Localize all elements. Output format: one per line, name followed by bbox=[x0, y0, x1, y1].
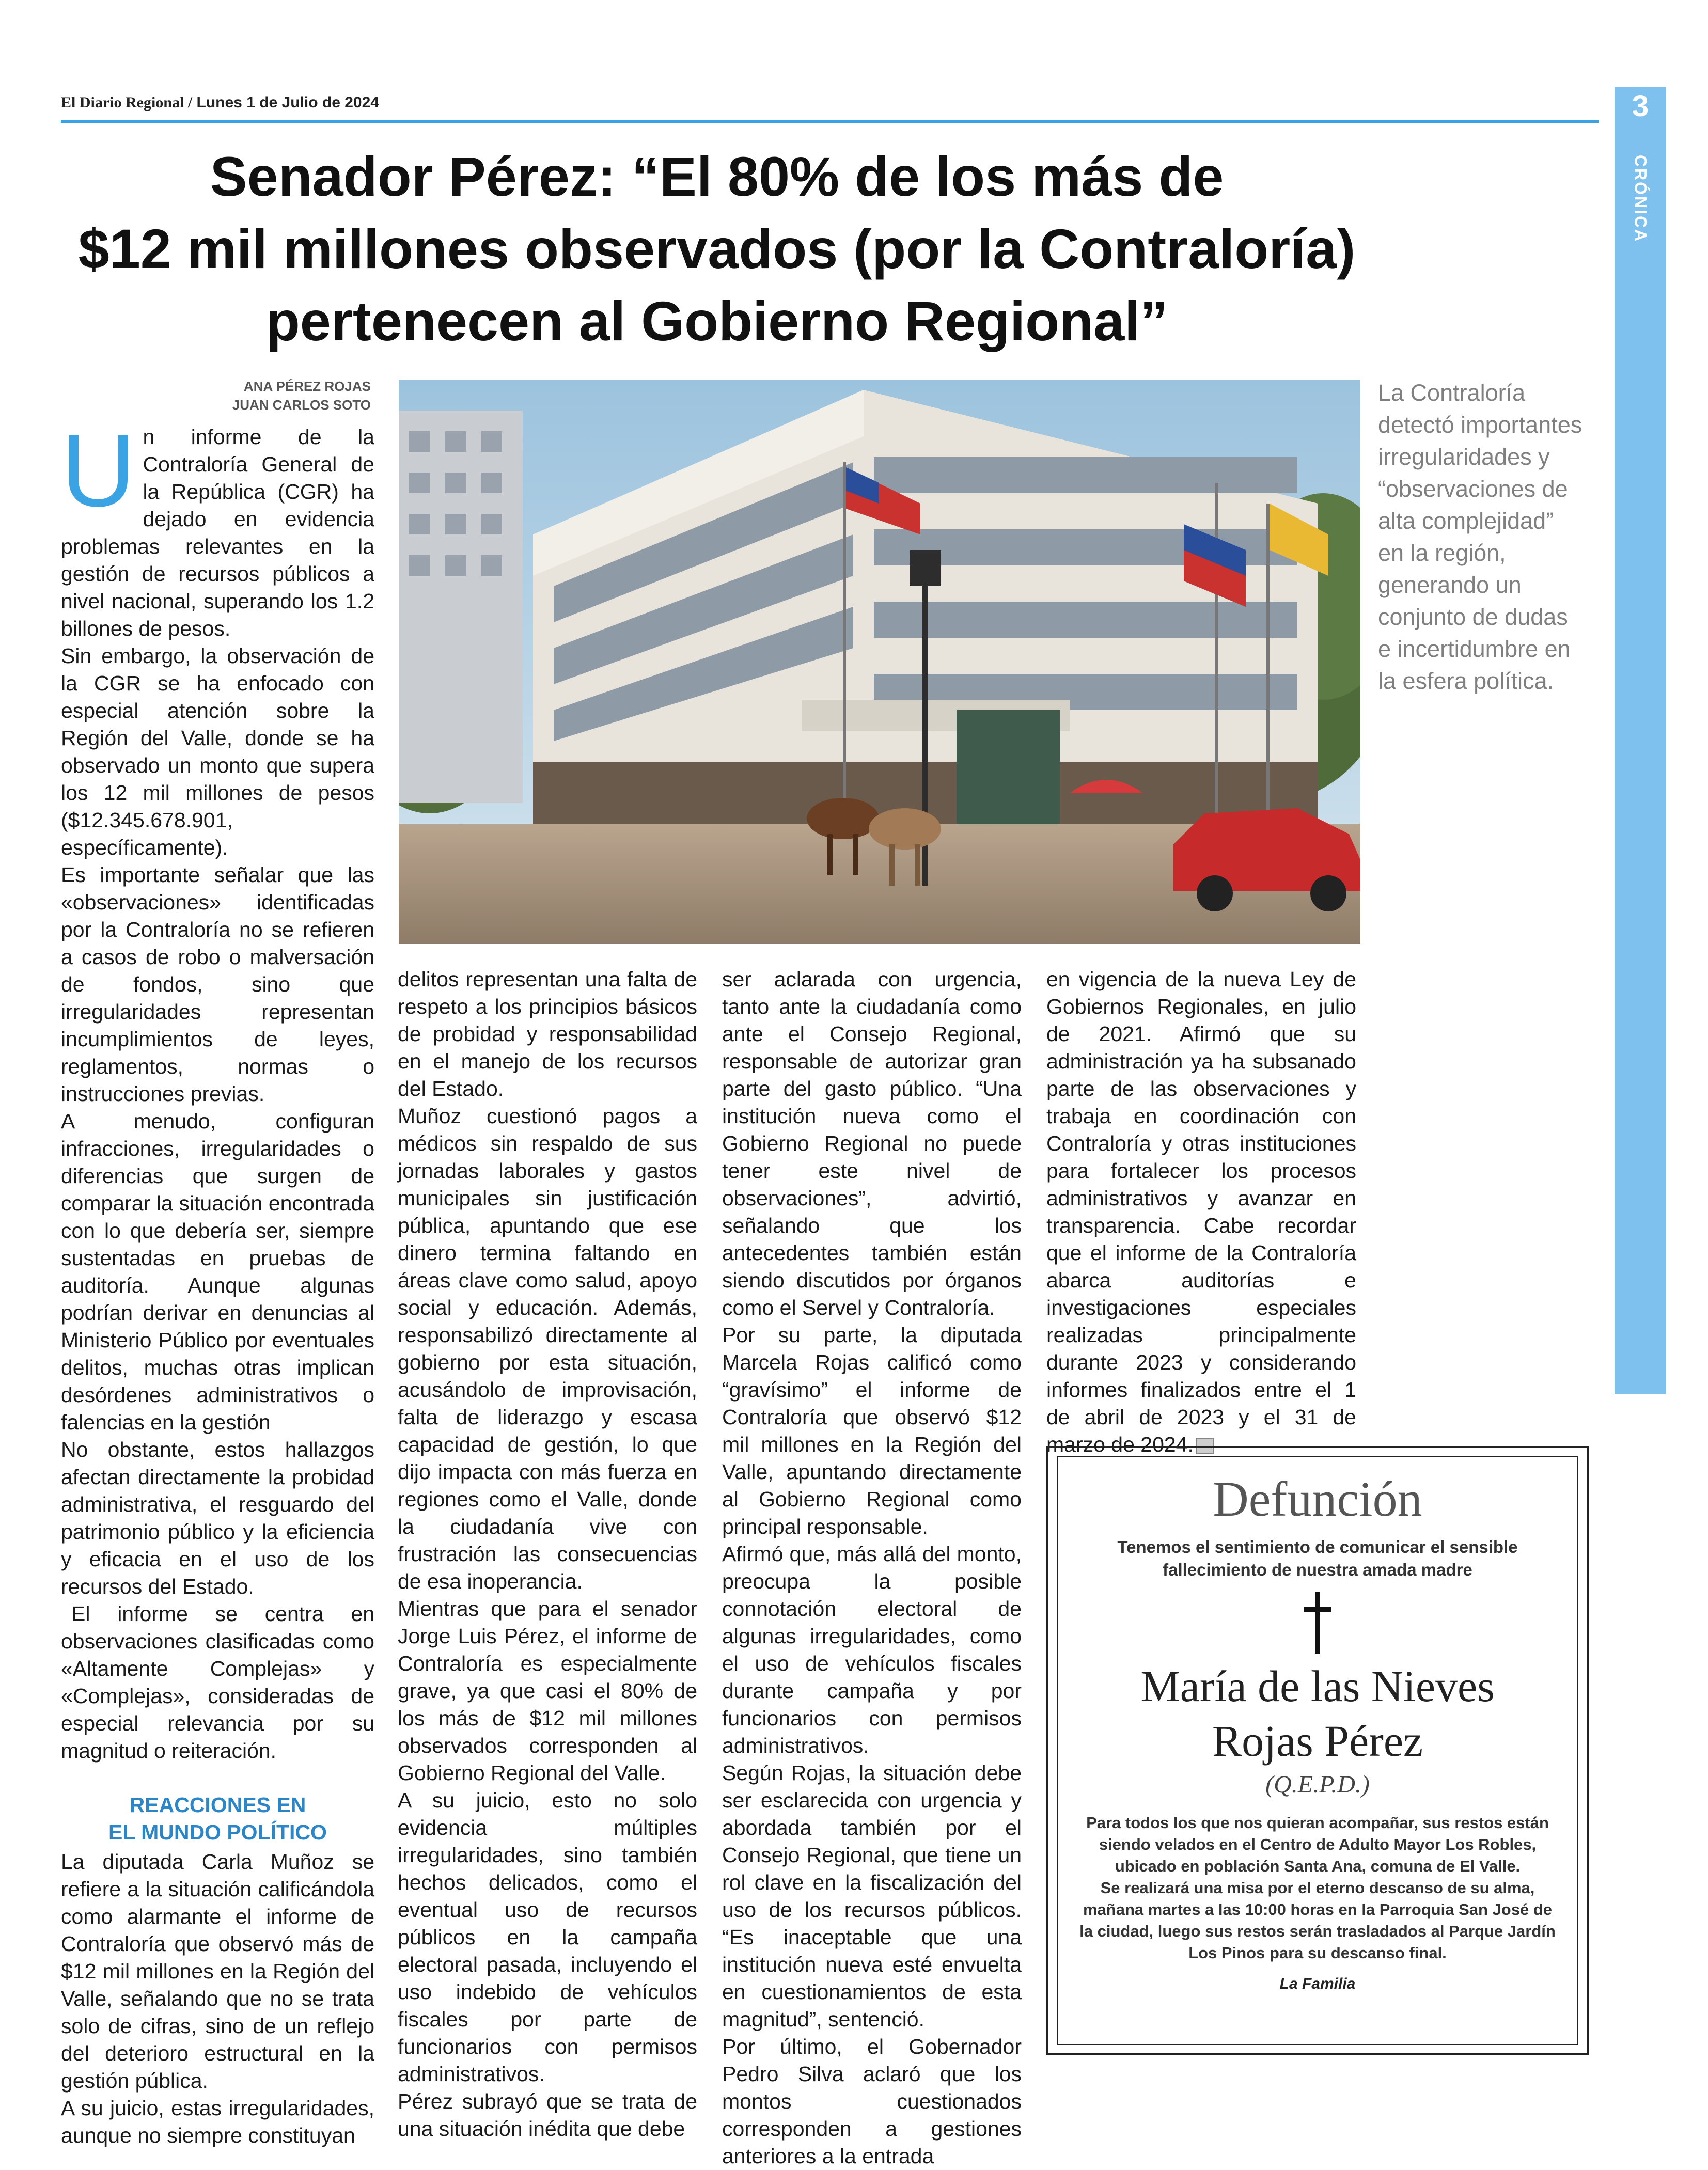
publication-name: El Diario Regional / bbox=[61, 94, 193, 111]
section-name: CRÓNICA bbox=[1631, 154, 1650, 243]
building-illustration bbox=[399, 380, 1360, 944]
article-paragraph: delitos representan una falta de respeto a los principios básicos de probidad y responsabilidad en el manejo de los recursos del Estado. bbox=[398, 967, 697, 1100]
article-paragraph: Sin embargo, la observación de la CGR se ha enfocado con especial atención sobre la Región del Valle, donde se ha observado un monto que supera los 12 mil millones de pesos ($12.345.678.901, específicamente). bbox=[61, 644, 374, 859]
byline-2: JUAN CARLOS SOTO bbox=[232, 397, 371, 413]
article-column-3 bbox=[722, 966, 1022, 2170]
article-column-1 bbox=[61, 413, 374, 2149]
article-paragraph: A menudo, configuran infracciones, irregularidades o diferencias que surgen de comparar la situación encontrada con lo que debería ser, siempre sustentadas en pruebas de auditoría. Aunque algunas podrían derivar en denuncias al Ministerio Público por eventuales delitos, muchas otras implican desórdenes administrativos o falencias en la gestión bbox=[61, 1109, 374, 1434]
article-paragraph: Pérez subrayó que se trata de una situación inédita que debe bbox=[398, 2089, 697, 2141]
article-paragraph: Afirmó que, más allá del monto, preocupa la posible connotación electoral de algunas irregularidades, como el uso de vehículos fiscales durante campaña y por funcionarios con permisos administrativos. bbox=[722, 1542, 1022, 1757]
headline-line-2: $12 mil millones observados (por la Contraloría) bbox=[78, 217, 1356, 280]
headline-line-1: Senador Pérez: “El 80% de los más de bbox=[210, 145, 1224, 208]
byline-1: ANA PÉREZ ROJAS bbox=[243, 379, 371, 394]
article-paragraph: Por su parte, la diputada Marcela Rojas calificó como “gravísimo” el informe de Contraloría que observó $12 mil millones en la Región del Valle, apuntando directamente al Gobierno Regional como principal responsable. bbox=[722, 1323, 1022, 1538]
article-paragraph: Por último, el Gobernador Pedro Silva aclaró que los montos cuestionados corresponden a gestiones anteriores a la entrada bbox=[722, 2035, 1022, 2168]
article-paragraph: Muñoz cuestionó pagos a médicos sin respaldo de sus jornadas laborales y gastos municipales sin justificación pública, apuntando que ese dinero termina faltando en áreas clave como salud, apoyo social y educación. Además, responsabilizó directamente al gobierno por esta situación, acusándolo de improvisación, falta de liderazgo y escasa capacidad de gestión, lo que dijo impacta con más fuerza en regiones como el Valle, donde la ciudadanía vive con frustración las consecuencias de esa inoperancia. bbox=[398, 1104, 697, 1593]
drop-cap: U bbox=[61, 413, 136, 528]
article-paragraph: Un informe de la Contraloría General de la República (CGR) ha dejado en evidencia problemas relevantes en la gestión de recursos públicos a nivel nacional, superando los 1.2 billones de pesos. bbox=[61, 413, 374, 640]
deceased-name: María de las Nieves Rojas Pérez bbox=[1140, 1661, 1495, 1766]
article-paragraph: Según Rojas, la situación debe ser esclarecida con urgencia y abordada también por el Consejo Regional, que tiene un rol clave en la fiscalización del uso de los recursos públicos. “Es inaceptable que una institución nueva esté envuelta en cuestionamientos de esta magnitud”, sentenció. bbox=[722, 1761, 1022, 2031]
obituary-title: Defunción bbox=[1213, 1471, 1422, 1527]
article-paragraph: Es importante señalar que las «observaciones» identificadas por la Contraloría no se refieren a casos de robo o malversación de fondos, sino que irregularidades representan incumplimientos de leyes, reglamentos, normas o instrucciones previas. bbox=[61, 863, 374, 1106]
article-column-4 bbox=[1046, 966, 1356, 1458]
qepd-label: (Q.E.P.D.) bbox=[1265, 1771, 1370, 1798]
masthead bbox=[61, 94, 379, 112]
obituary-intro: Tenemos el sentimiento de comunicar el sensible fallecimiento de nuestra amada madre bbox=[1117, 1537, 1518, 1579]
headline-line-3: pertenecen al Gobierno Regional” bbox=[265, 290, 1168, 352]
article-paragraph: Mientras que para el senador Jorge Luis Pérez, el informe de Contraloría es especialmente grave, ya que casi el 80% de los más de $12 mil millones observados corresponden al Gobierno Regional del Valle. bbox=[398, 1597, 697, 1785]
photo-caption: La Contraloría detectó importantes irregularidades y “observaciones de alta complejidad” en la región, generando un conjunto de dudas e incertidumbre en la esfera política. bbox=[1378, 380, 1582, 694]
building-photo bbox=[399, 380, 1360, 944]
publication-date: Lunes 1 de Julio de 2024 bbox=[196, 94, 379, 111]
header-rule bbox=[61, 120, 1599, 123]
obituary-signature: La Familia bbox=[1279, 1975, 1356, 1992]
article-paragraph: La diputada Carla Muñoz se refiere a la situación calificándola como alarmante el informe de Contraloría que observó más de $12 mil millones en la Región del Valle, señalando que no se trata solo de cifras, sino de un reflejo del deterioro estructural en la gestión pública. bbox=[61, 1850, 374, 2093]
article-paragraph: en vigencia de la nueva Ley de Gobiernos Regionales, en julio de 2021. Afirmó que su administración ya ha subsanado parte de las observaciones y trabaja en coordinación con Contraloría y otras instituciones para fortalecer los procesos administrativos y avanzar en transparencia. Cabe recordar que el informe de la Contraloría abarca auditorías e investigaciones especiales realizadas principalmente durante 2023 y considerando informes finalizados entre el 1 de abril de 2023 y el 31 de marzo de 2024. bbox=[1046, 967, 1356, 1456]
subheading: REACCIONES EN EL MUNDO POLÍTICO bbox=[108, 1793, 327, 1844]
article-paragraph: El informe se centra en observaciones clasificadas como «Altamente Complejas» y «Complejas», consideradas de especial relevancia por su magnitud o reiteración. bbox=[61, 1602, 374, 1763]
article-column-2 bbox=[398, 966, 697, 2143]
article-paragraph: ser aclarada con urgencia, tanto ante la ciudadanía como ante el Consejo Regional, responsable de autorizar gran parte del gasto público. “Una institución nueva como el Gobierno Regional no puede tener este nivel de observaciones”, advirtió, señalando que los antecedentes también están siendo discutidos por órganos como el Servel y Contraloría. bbox=[722, 967, 1022, 1319]
article-paragraph: A su juicio, esto no solo evidencia múltiples irregularidades, sino también hechos delicados, como el eventual uso de recursos públicos en la campaña electoral pasada, incluyendo el uso indebido de vehículos fiscales por parte de funcionarios con permisos administrativos. bbox=[398, 1788, 697, 2086]
obituary-body: Para todos los que nos quieran acompañar, sus restos están siendo velados en el Centro de Adulto Mayor Los Robles, ubicado en población Santa Ana, comuna de El Valle. Se realizará una misa por el eterno descanso de su alma, mañana martes a las 10:00 horas en la Parroquia San José de la ciudad, luego sus restos serán trasladados al Parque Jardín Los Pinos para su descanso final. bbox=[1079, 1814, 1556, 1962]
bylines bbox=[61, 377, 371, 414]
section-sidebar bbox=[1615, 87, 1666, 1394]
headline bbox=[61, 140, 1373, 357]
article-paragraph: No obstante, estos hallazgos afectan directamente la probidad administrativa, el resguardo del patrimonio público y la eficiencia y eficacia en el uso de los recursos del Estado. bbox=[61, 1438, 374, 1598]
obituary-inner-frame bbox=[1057, 1456, 1578, 2045]
obituary-notice bbox=[1046, 1446, 1589, 2055]
section-label bbox=[1625, 155, 1656, 243]
cross-icon bbox=[1299, 1592, 1336, 1654]
page-number: 3 bbox=[1632, 89, 1649, 123]
article-paragraph: A su juicio, estas irregularidades, aunque no siempre constituyan bbox=[61, 2096, 374, 2147]
